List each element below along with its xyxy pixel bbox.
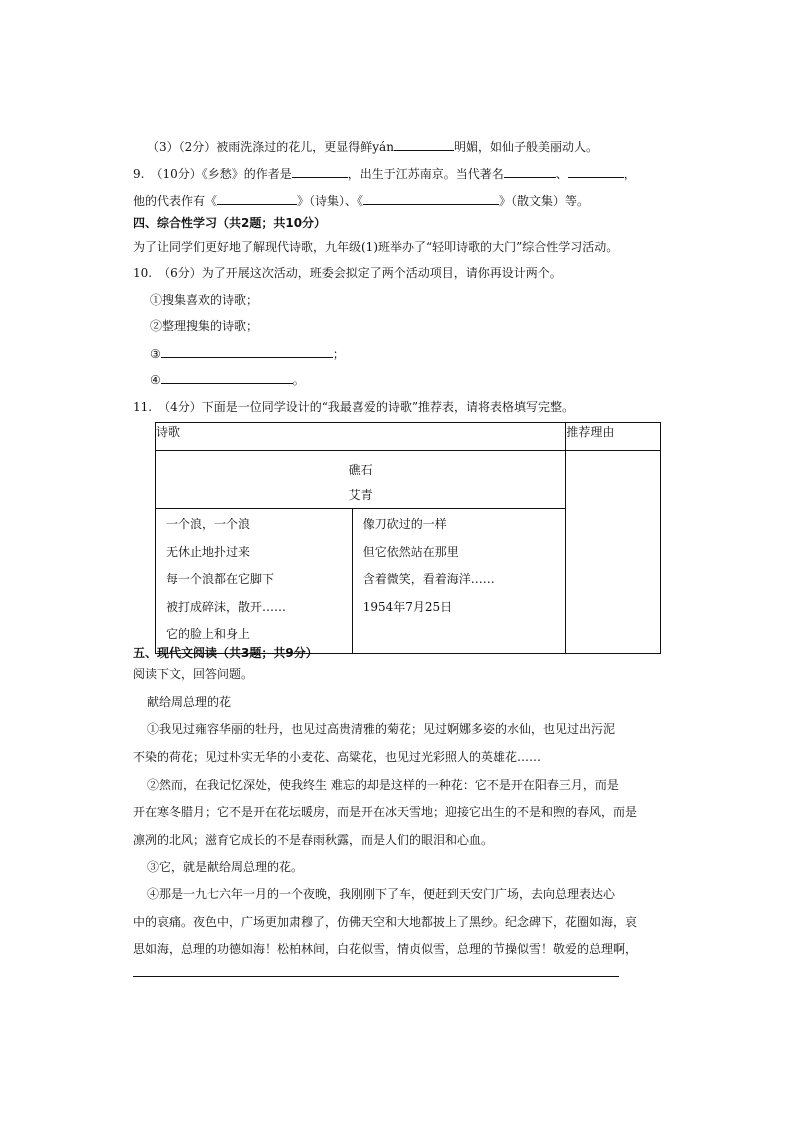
article-p4-line: ④那是一九七六年一月的一个夜晚，我刚刚下了车，便赶到天安门广场，去向总理表达心 — [147, 887, 616, 901]
section5-instruction: 阅读下文，回答问题。 — [133, 667, 254, 681]
poem-author: 艾青 — [348, 488, 373, 502]
q10-item3 — [150, 345, 345, 362]
article-p1-line: ①我见过雍容华丽的牡丹，也见过高贵清雅的菊花；见过婀娜多姿的水仙，也见过出污泥 — [147, 722, 616, 736]
section4-title: 四、综合性学习（共2题；共10分） — [133, 216, 327, 230]
poem-title-cell — [156, 451, 566, 509]
q8-3-pinyin: yán — [372, 140, 394, 154]
q8-3-answer-blank[interactable] — [394, 138, 454, 151]
q10-stem: 10. （6分）为了开展这次活动，班委会拟定了两个活动项目，请你再设计两个。 — [133, 266, 562, 280]
poem-date: 1954年7月25日 — [362, 599, 453, 614]
poem-left-column — [156, 509, 353, 654]
poem-title: 礁石 — [348, 463, 373, 477]
q10-item3-blank[interactable] — [161, 345, 333, 358]
q10-item4 — [150, 371, 305, 388]
recommendation-table — [155, 422, 661, 654]
q10-item4-end: 。 — [292, 373, 305, 387]
q8-3-prefix: （3）（2分）被雨洗涤过的花儿，更显得鲜 — [147, 140, 373, 154]
poem-line: 含着微笑，看着海洋…… — [362, 572, 495, 586]
section5-title: 五、现代文阅读（共3题；共9分） — [133, 646, 318, 660]
article-title: 献给周总理的花 — [147, 695, 232, 709]
q9-poetry-blank[interactable] — [217, 192, 297, 205]
q9-line1 — [133, 165, 636, 182]
q9-line2-end: 》（散文集）等。 — [499, 194, 590, 208]
q9-blank-2[interactable] — [504, 165, 556, 178]
article-p4-line: 思如海，总理的功德如海！松柏林间，白花似雪，情贞似雪，总理的节操似雪！敬爱的总理啊， — [133, 942, 638, 956]
footer-divider — [133, 976, 619, 977]
q10-item3-end: ； — [332, 347, 345, 361]
header-poem: 诗歌 — [156, 423, 566, 451]
section4-intro: 为了让同学们更好地了解现代诗歌，九年级(1)班举办了“轻叩诗歌的大门”综合性学习活动。 — [133, 240, 619, 254]
reason-answer-cell[interactable] — [566, 451, 661, 654]
q10-item3-num: ③ — [150, 347, 161, 361]
poem-line: 但它依然站在那里 — [362, 544, 459, 559]
poem-line: 像刀砍过的一样 — [362, 517, 447, 531]
q11-stem: 11. （4分）下面是一位同学设计的“我最喜爱的诗歌”推荐表，请将表格填写完整。 — [133, 400, 574, 414]
q8-3-line — [147, 138, 598, 155]
q10-item4-blank[interactable] — [161, 371, 293, 384]
poem-line: 被打成碎沫，散开…… — [166, 599, 287, 614]
q9-prose-blank[interactable] — [363, 192, 499, 205]
q9-blank-3[interactable] — [568, 165, 624, 178]
q10-item4-num: ④ — [150, 373, 161, 387]
article-p2-line: ②然而，在我记忆深处，使我终生 难忘的却是这样的一种花：它不是开在阳春三月，而是 — [147, 778, 619, 792]
poem-line: 它的脸上和身上 — [166, 627, 251, 641]
q10-item2: ②整理搜集的诗歌； — [150, 319, 259, 333]
q9-end: ， — [623, 167, 636, 181]
q9-prefix: 9. （10分）《乡愁》的作者是 — [133, 167, 292, 181]
q8-3-suffix: 明媚，如仙子般美丽动人。 — [453, 140, 598, 154]
poem-line: 无休止地扑过来 — [166, 544, 251, 559]
q9-line2-mid: 》（诗集）、《 — [297, 194, 364, 208]
q9-author-blank[interactable] — [292, 165, 348, 178]
article-p3: ③它，就是献给周总理的花。 — [147, 860, 304, 874]
article-p2-line: 凛冽的北风；滋育它成长的不是春雨秋露，而是人们的眼泪和心血。 — [133, 833, 494, 847]
q9-sep: 、 — [555, 167, 568, 181]
poem-right-column — [352, 509, 566, 654]
poem-line: 一个浪，一个浪 — [166, 517, 251, 531]
article-p1-line: 不染的荷花；见过朴实无华的小麦花、高粱花，也见过光彩照人的英雄花…… — [133, 750, 542, 764]
article-p4-line: 中的哀痛。夜色中，广场更加肃穆了，仿佛天空和大地都披上了黑纱。纪念碑下，花圈如海，哀 — [133, 915, 638, 929]
poem-line: 每一个浪都在它脚下 — [166, 572, 275, 586]
q10-item1: ①搜集喜欢的诗歌； — [150, 293, 259, 307]
article-p2-line: 开在寒冬腊月；它不是开在花坛暖房，而是开在冰天雪地；迎接它出生的不是和煦的春风，而是 — [133, 805, 638, 819]
q9-line2-prefix: 他的代表作有《 — [133, 194, 218, 208]
q9-line2 — [133, 192, 589, 209]
q9-mid: ，出生于江苏南京。当代著名 — [347, 167, 504, 181]
header-reason: 推荐理由 — [566, 423, 661, 451]
